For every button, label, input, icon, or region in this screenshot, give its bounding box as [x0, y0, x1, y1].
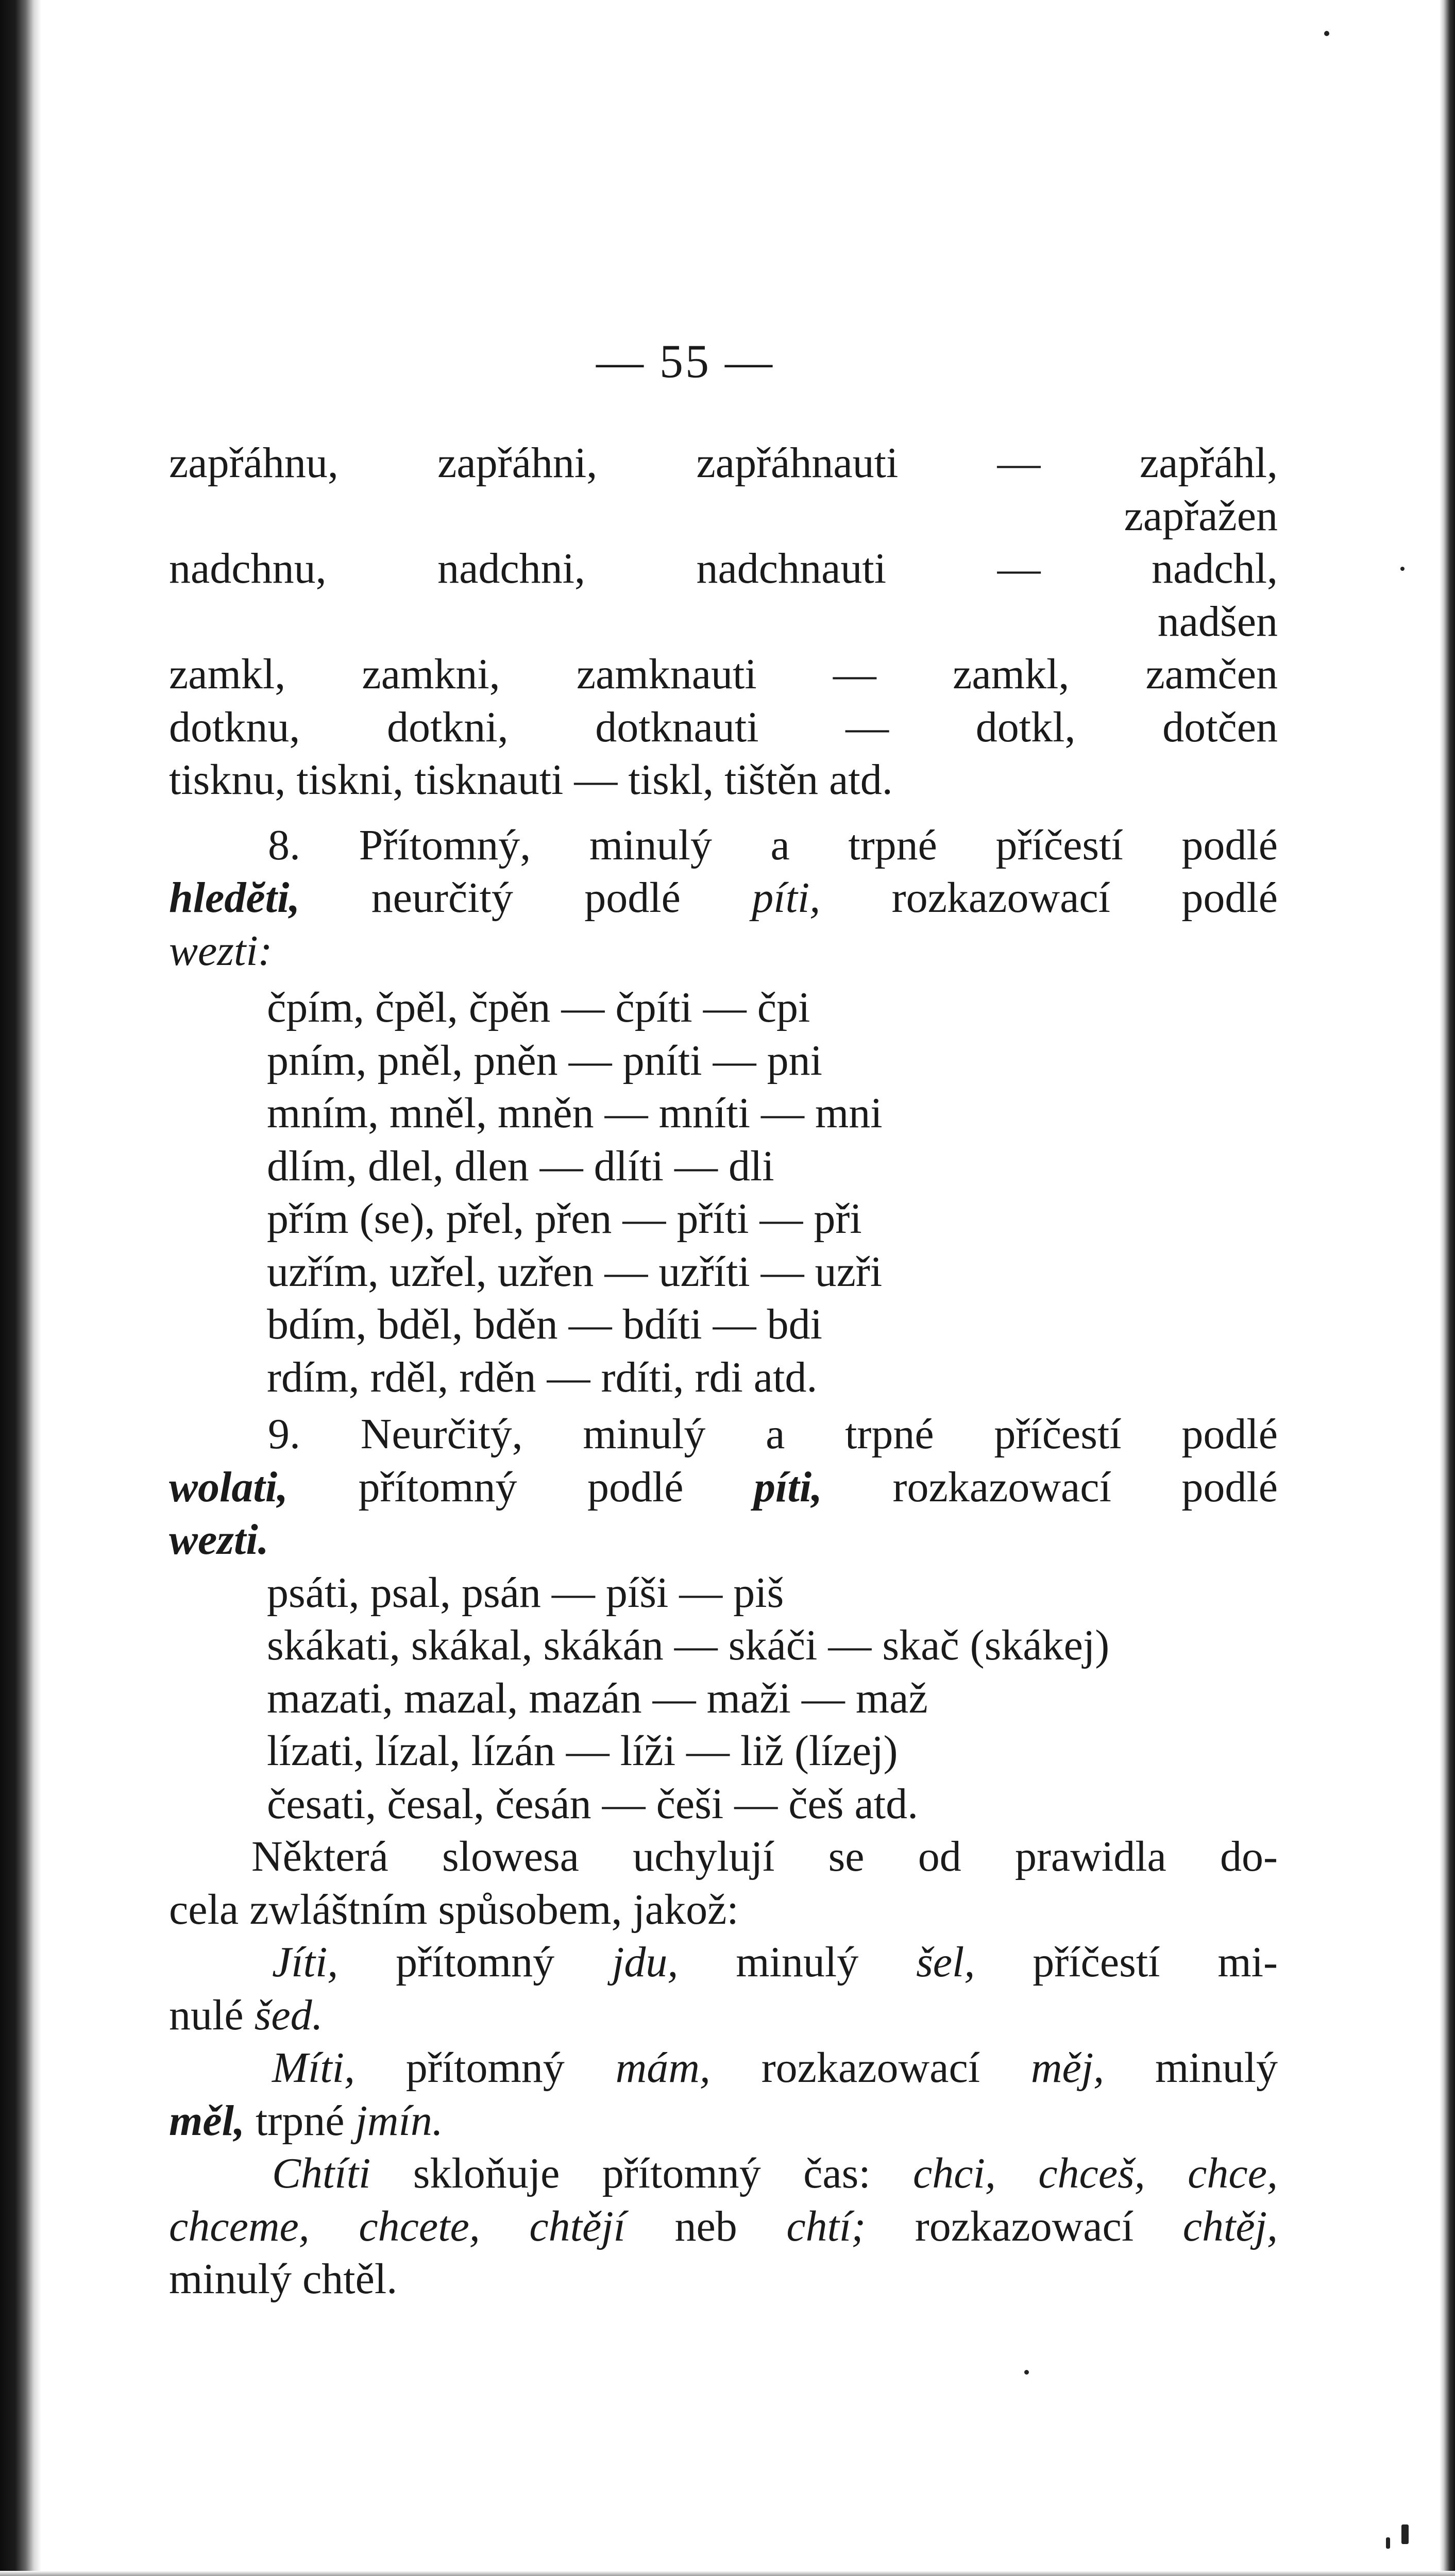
example-line: psáti, psal, psán — píši — piš — [267, 1568, 784, 1617]
section-9-line: wolati, přítomný podlé píti, rozkazowací podlé — [169, 1463, 1278, 1511]
scan-speck — [1386, 2537, 1390, 2549]
scan-speck — [1401, 2524, 1409, 2544]
example-line: bdím, bděl, bděn — bdíti — bdi — [267, 1300, 822, 1348]
text-line: dotknu, dotkni, dotknauti — dotkl, dotčen — [169, 703, 1278, 751]
example-line: mazati, mazal, mazán — maži — maž — [267, 1674, 928, 1722]
section-9-line — [169, 1514, 1278, 1567]
text-line: zamkl, zamkni, zamknauti — zamkl, zamčen — [169, 650, 1278, 698]
scan-speck — [1024, 2370, 1029, 2375]
scan-speck — [1324, 31, 1329, 36]
miti-line: Míti, přítomný mám, rozkazowací měj, minulý — [272, 2044, 1278, 2092]
chtiti-line: chceme, chcete, chtějí neb chtí; rozkazowací chtěj, — [169, 2202, 1278, 2250]
verb-piti: píti, — [754, 1463, 823, 1511]
section-8-heading: 8. Přítomný, minulý a trpné příčestí podlé — [268, 821, 1278, 869]
scan-speck — [1400, 567, 1405, 571]
example-line: uzřím, uzřel, uzřen — uzříti — uzři — [267, 1247, 883, 1296]
example-line: mním, mněl, mněn — mníti — mni — [267, 1089, 883, 1137]
section-8-line: hledĕti, neurčitý podlé píti, rozkazowací podlé — [169, 874, 1278, 922]
text-line: zapřažen — [1124, 492, 1278, 540]
section-9-heading: 9. Neurčitý, minulý a trpné příčestí podlé — [268, 1410, 1278, 1458]
text-line: tisknu, tiskni, tisknauti — tiskl, tištěn atd. — [169, 756, 893, 804]
page-bottom-edge — [0, 2571, 1455, 2576]
example-line: přím (se), přel, přen — příti — při — [267, 1195, 862, 1243]
example-line: pním, pněl, pněn — pníti — pni — [267, 1036, 822, 1084]
example-line: dlím, dlel, dlen — dlíti — dli — [267, 1142, 774, 1190]
chtiti-line: minulý chtěl. — [169, 2255, 398, 2303]
text-line: nadšen — [1157, 597, 1278, 646]
verb-wezti: wezti: — [169, 926, 273, 975]
page-binding-edge — [0, 0, 41, 2576]
example-line: skákati, skákal, skákán — skáči — skač (skákej) — [267, 1621, 1110, 1669]
example-line: lízati, lízal, lízán — líži — liž (lízej) — [267, 1727, 898, 1775]
miti-line: měl, trpné jmín. — [169, 2096, 443, 2145]
example-line: česati, česal, česán — češi — češ atd. — [267, 1780, 919, 1828]
page-body — [169, 437, 1278, 2306]
chtiti-line: Chtíti skloňuje přítomný čas: chci, chceš, chce, — [272, 2149, 1278, 2197]
verb-hledeti: hledĕti, — [169, 874, 300, 922]
verb-wezti: wezti. — [169, 1516, 269, 1564]
example-line: rdím, rděl, rděn — rdíti, rdi atd. — [267, 1353, 818, 1401]
text-line: nadchnu, nadchni, nadchnauti — nadchl, — [169, 545, 1278, 592]
verb-wolati: wolati, — [169, 1463, 289, 1511]
section-8-line — [169, 925, 1278, 978]
example-line: čpím, čpěl, čpěn — čpíti — čpi — [267, 984, 810, 1031]
jiti-line: Jíti, přítomný jdu, minulý šel, příčestí mi- — [272, 1938, 1278, 1986]
irregular-intro: cela zwláštním spůsobem, jakož: — [169, 1885, 739, 1934]
page-right-edge — [1440, 0, 1455, 2576]
verb-piti: píti, — [752, 874, 821, 922]
text-line: zapřáhnu, zapřáhni, zapřáhnauti — zapřáhl, — [169, 439, 1278, 487]
irregular-intro: Některá slowesa uchylují se od prawidla do- — [251, 1833, 1278, 1880]
jiti-line: nulé šed. — [169, 1991, 323, 2039]
page-number: — 55 — — [596, 335, 774, 387]
